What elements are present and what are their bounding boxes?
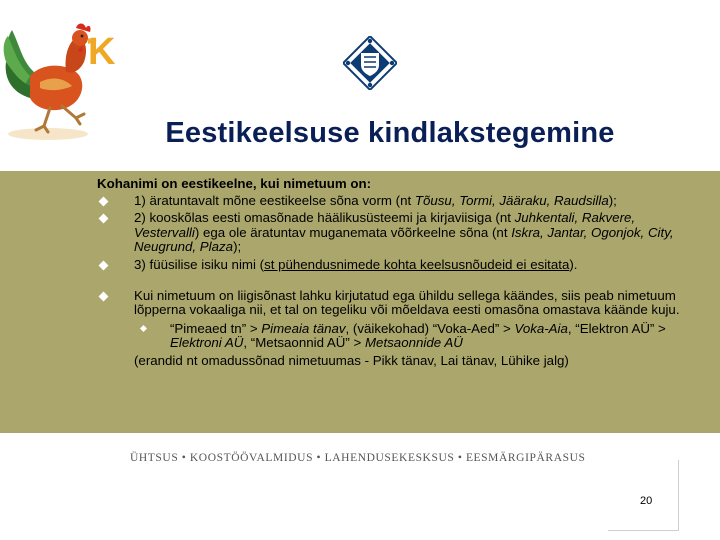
rooster-illustration: [0, 6, 130, 146]
body-heading: Kohanimi on eestikeelne, kui nimetuum on:: [97, 176, 372, 191]
text-run: , “Elektron AÜ” >: [567, 320, 666, 336]
coat-of-arms-emblem: [343, 36, 397, 90]
text-run: Juhkentali, Rakvere, Vestervalli: [134, 210, 636, 240]
text-run: Elektroni AÜ: [170, 335, 244, 351]
text-run: st pühendusnimede kohta keelsusnõudeid ei esitata: [264, 256, 570, 272]
bullet-text: [134, 257, 578, 272]
text-run: Metsaonnide AÜ: [364, 335, 463, 351]
bullet-text: [134, 288, 680, 318]
bullet-text: [134, 210, 674, 254]
text-run: Pimeaia tänav: [261, 320, 346, 336]
text-run: Voka-Aia: [514, 320, 568, 336]
slide-body: [97, 177, 682, 369]
diamond-bullet-icon: [99, 196, 109, 206]
sub-list-item: [97, 322, 682, 351]
text-run: ) ega ole äratuntav muganemata võõrkeelne sõna (nt: [194, 224, 512, 240]
slide-title: Eestikeelsuse kindlakstegemine: [165, 117, 615, 149]
page-number: 20: [640, 495, 653, 507]
text-run: , (väikekohad) “Voka-Aed” >: [345, 320, 515, 336]
diamond-bullet-icon: [99, 214, 109, 224]
text-run: );: [608, 192, 617, 208]
sub-bullet-text: [170, 321, 666, 351]
text-run: Kui nimetuum on liigisõnast lahku kirjutatud ega ühildu sellega käändes, siis peab nimetuum lõpperna vokaaliga nii, et tal on tegeliku või mõeldava eesti omasõna omastava käände kuju.: [134, 287, 680, 318]
list-item: [97, 289, 682, 318]
bullet-text: [134, 193, 617, 208]
text-run: ).: [569, 256, 578, 272]
logo-letter-k: K: [88, 31, 116, 73]
text-run: );: [233, 239, 242, 255]
text-run: “Pimeaed tn” >: [170, 320, 262, 336]
text-run: 1) äratuntavalt mõne eestikeelse sõna vorm (nt: [134, 192, 415, 208]
text-run: Iskra, Jantar, Ogonjok, City, Neugrund, Plaza: [134, 224, 674, 255]
text-run: , “Metsaonnid AÜ” >: [243, 335, 365, 351]
text-run: 3) füüsilise isiku nimi (: [134, 256, 265, 272]
diamond-bullet-icon: [99, 291, 109, 301]
list-item: [97, 194, 682, 209]
text-run: Tõusu, Tormi, Jääraku, Raudsilla: [414, 192, 609, 208]
diamond-bullet-icon: [99, 261, 109, 271]
footer-motto: ÜHTSUS • KOOSTÖÖVALMIDUS • LAHENDUSEKESKSUS • EESMÄRGIPÄRASUS: [130, 452, 586, 464]
text-run: 2) kooskõlas eesti omasõnade häälikusüsteemi ja kirjaviisiga (nt: [134, 210, 515, 226]
exceptions-note: (erandid nt omadussõnad nimetuumas - Pikk tänav, Lai tänav, Lühike jalg): [134, 352, 569, 368]
list-item: [97, 211, 682, 255]
diamond-bullet-icon: [140, 325, 147, 332]
list-item: [97, 258, 682, 273]
